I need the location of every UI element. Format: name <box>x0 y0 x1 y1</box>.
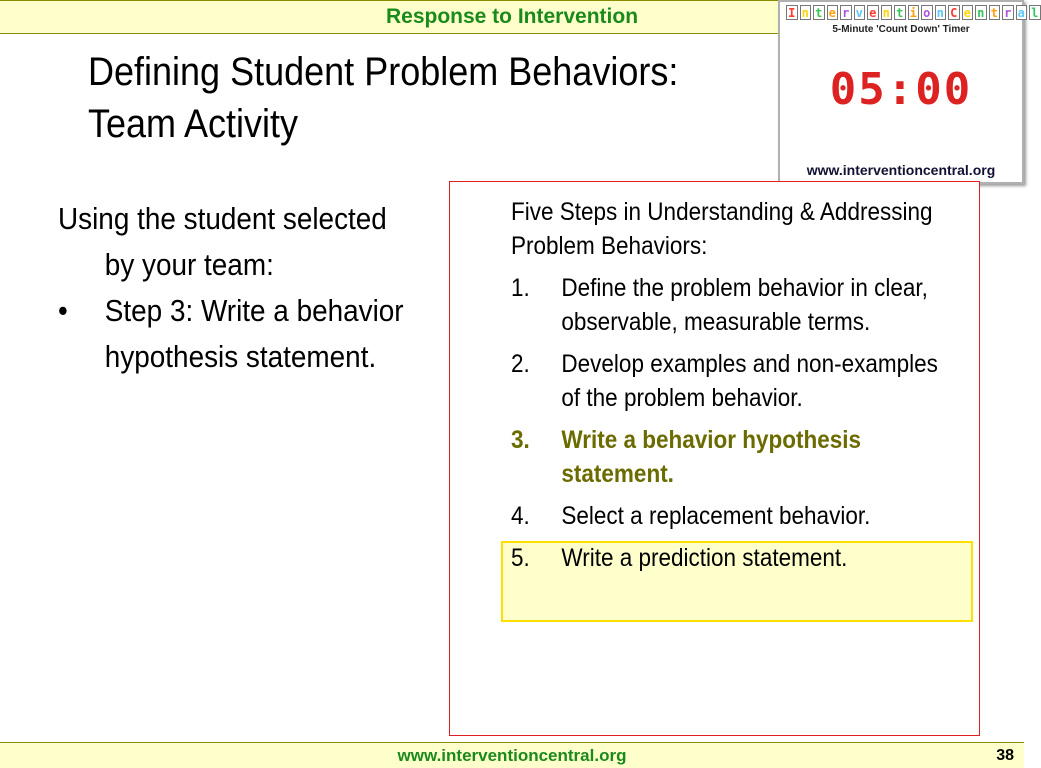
logo-letter: t <box>989 5 1001 20</box>
logo-letter: e <box>867 5 879 20</box>
page-number: 38 <box>996 747 1014 764</box>
logo-letter: e <box>827 5 839 20</box>
step-text: Select a replacement behavior. <box>561 502 871 530</box>
logo-letter: a <box>1016 5 1028 20</box>
logo-letter: t <box>813 5 825 20</box>
logo-letter: r <box>1002 5 1014 20</box>
logo-letter: I <box>786 5 798 20</box>
instructions-intro: Using the student selected by your team: <box>58 201 387 282</box>
step-item <box>511 271 943 339</box>
step-text: Write a behavior hypothesis statement. <box>561 426 862 488</box>
countdown-timer[interactable] <box>778 0 1039 184</box>
step-number: 2. <box>511 350 530 378</box>
banner-title: Response to Intervention <box>385 5 639 28</box>
logo-letter: n <box>881 5 893 20</box>
step-item-highlighted <box>511 423 943 491</box>
steps-content <box>511 195 943 583</box>
logo-letter: n <box>800 5 812 20</box>
logo-letter: l <box>1029 5 1041 20</box>
logo-letter: i <box>908 5 920 20</box>
timer-url: www.interventioncentral.org <box>806 162 996 178</box>
logo-letter: t <box>894 5 906 20</box>
interventioncentral-logo <box>786 5 1041 21</box>
logo-letter: v <box>854 5 866 20</box>
bottom-banner <box>0 742 1024 768</box>
step-item <box>511 541 943 575</box>
bullet-mark: • <box>58 293 68 328</box>
logo-letter: o <box>921 5 933 20</box>
bullet-text: Step 3: Write a behavior hypothesis statement. <box>104 293 404 374</box>
timer-display: 05:00 <box>829 64 973 115</box>
slide-title <box>88 46 718 150</box>
logo-letter: n <box>935 5 947 20</box>
logo-letter: e <box>962 5 974 20</box>
footer-url[interactable]: www.interventioncentral.org <box>397 746 627 765</box>
timer-subtitle: 5-Minute 'Count Down' Timer <box>832 24 970 35</box>
steps-heading: Five Steps in Understanding & Addressing Problem Behaviors: <box>511 198 933 260</box>
logo-letter: C <box>948 5 960 20</box>
step-number: 5. <box>511 544 530 572</box>
slide-title-line-2: Team Activity <box>88 102 299 146</box>
step-text: Write a prediction statement. <box>561 544 848 572</box>
steps-content-frame <box>449 181 980 736</box>
logo-letter: n <box>975 5 987 20</box>
step-number: 4. <box>511 502 530 530</box>
step-number: 3. <box>511 426 530 454</box>
step-text: Define the problem behavior in clear, observable, measurable terms. <box>561 274 928 336</box>
logo-letter: r <box>840 5 852 20</box>
step-number: 1. <box>511 274 530 302</box>
step-item <box>511 347 943 415</box>
left-instructions <box>58 196 418 380</box>
step-item <box>511 499 943 533</box>
step-text: Develop examples and non-examples of the problem behavior. <box>561 350 938 412</box>
slide-title-line-1: Defining Student Problem Behaviors: <box>88 50 679 94</box>
instruction-bullet <box>58 288 418 380</box>
